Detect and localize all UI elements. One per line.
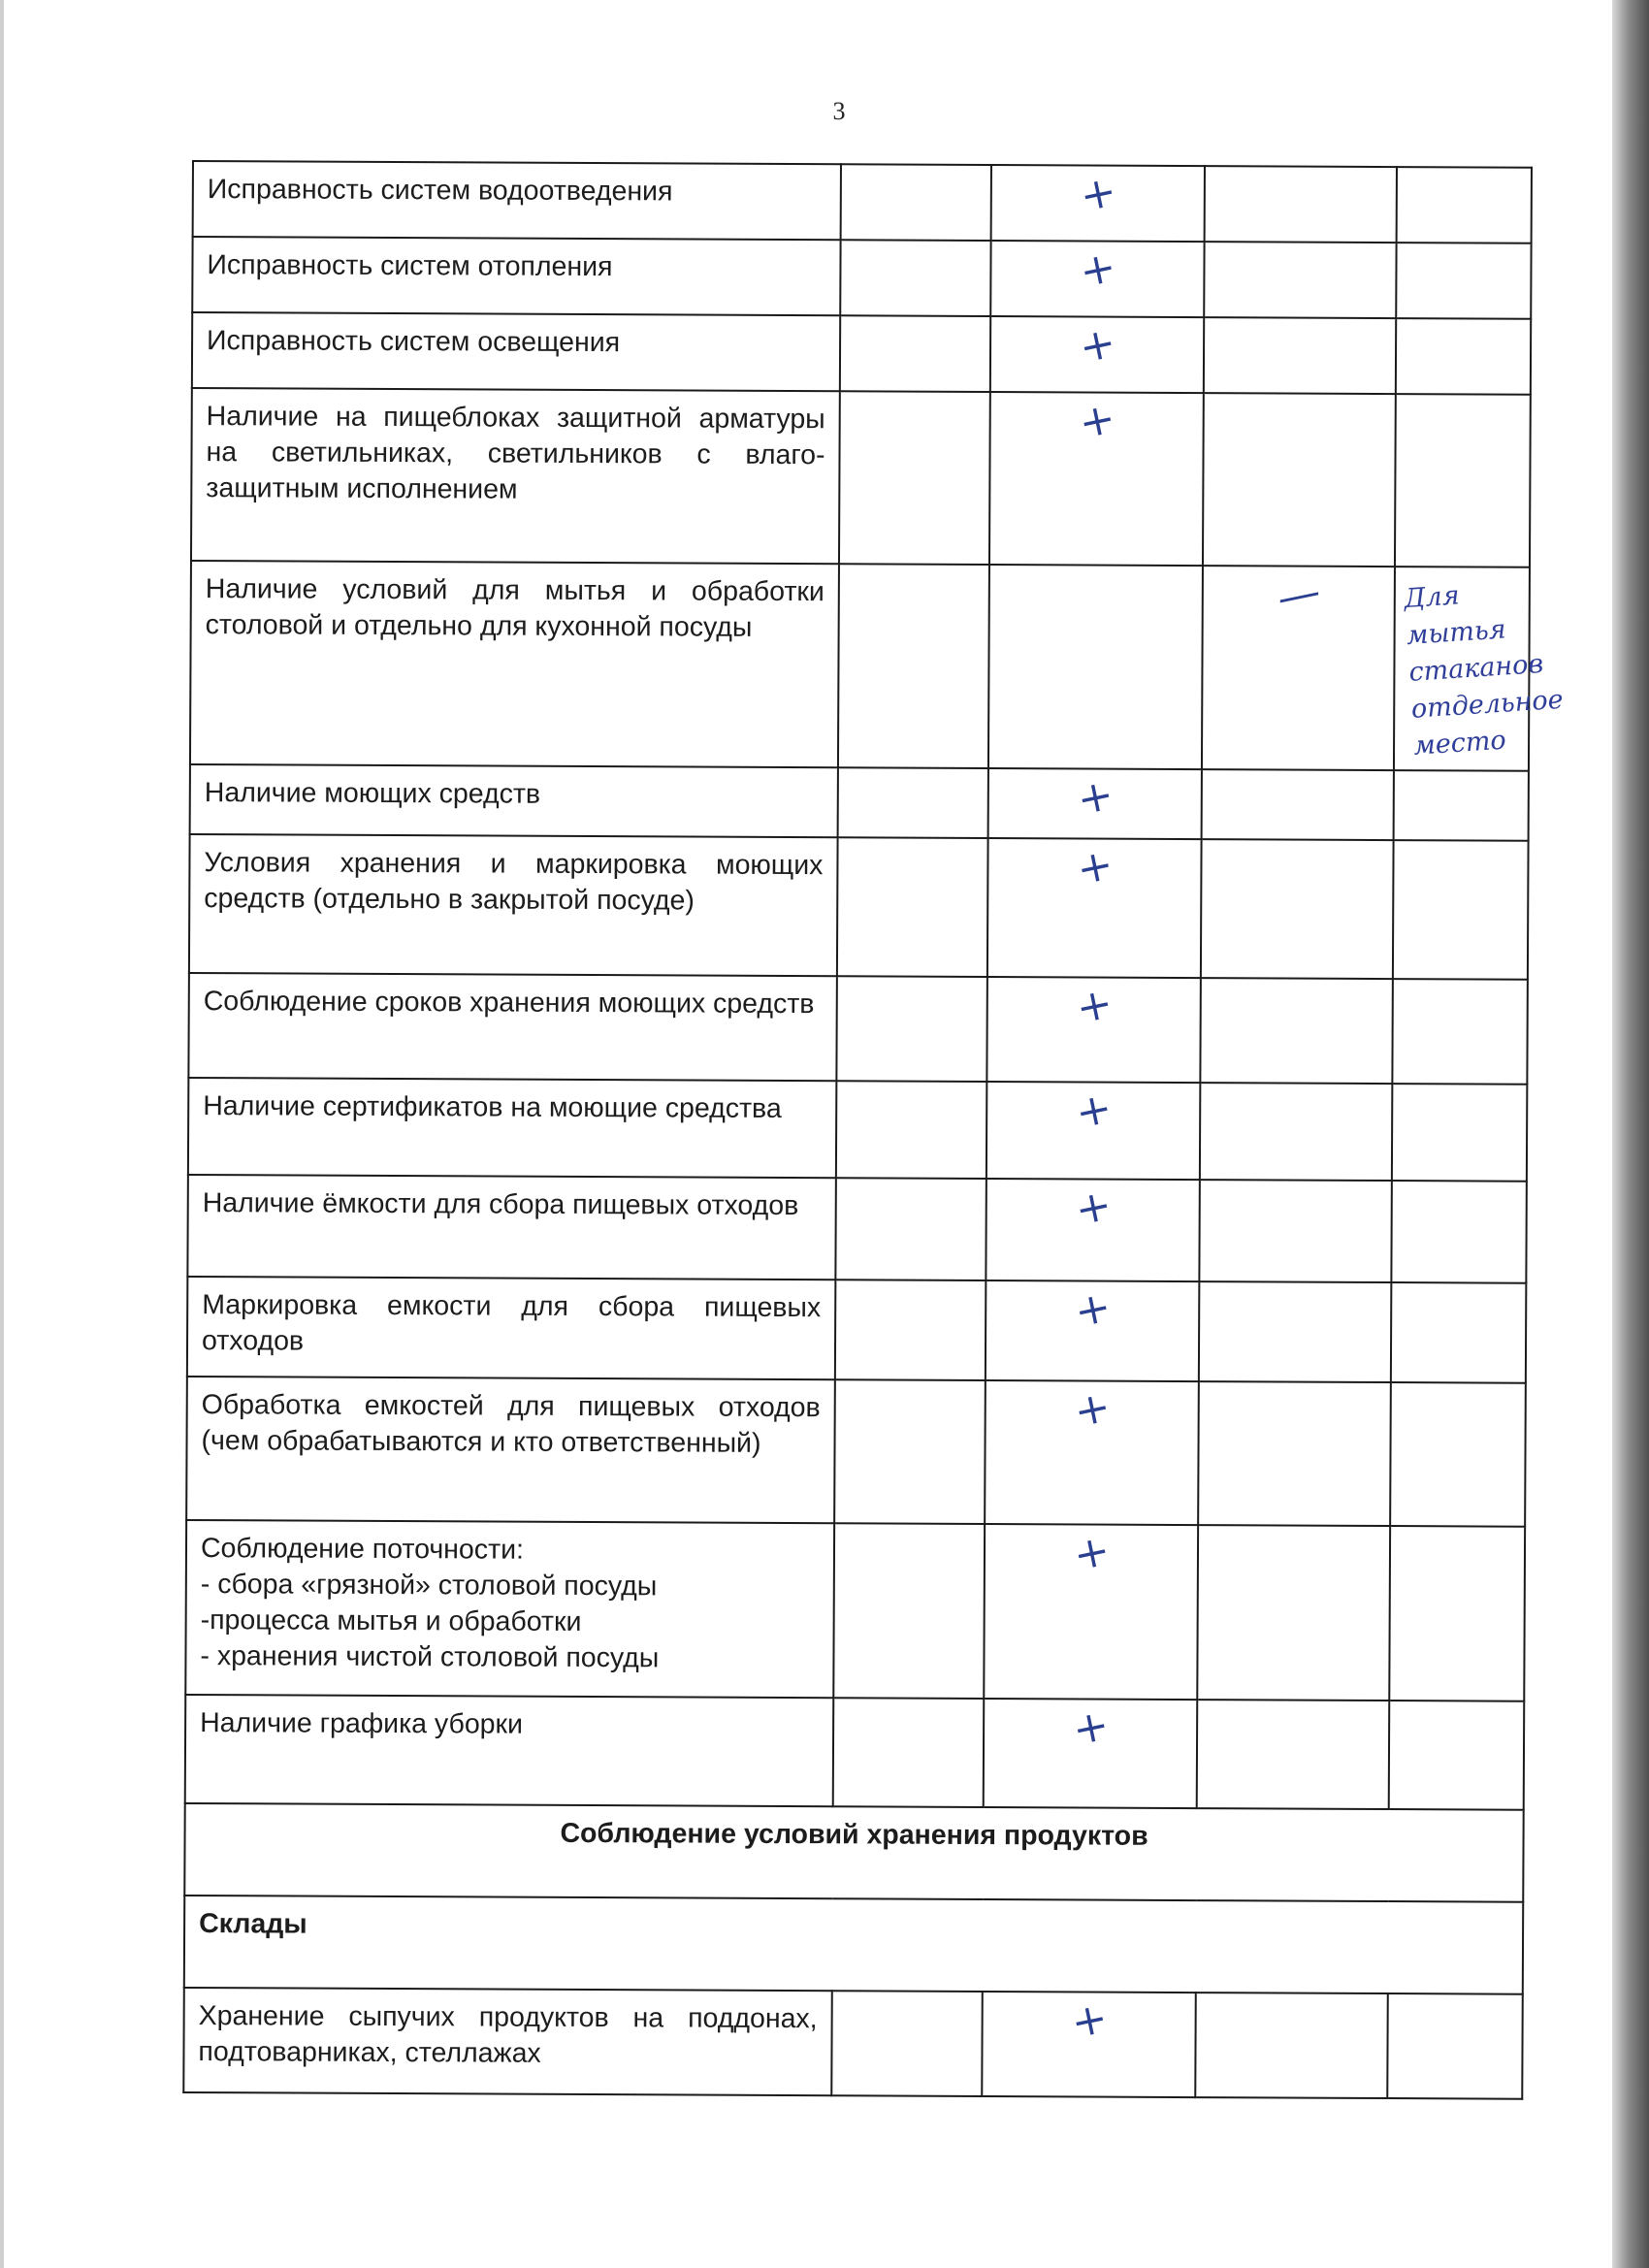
- empty-cell: [833, 1698, 985, 1807]
- criterion-cell: Соблюдение сроков хранения моющих средств: [188, 973, 837, 1081]
- criterion-cell: Наличие на пищеблоках защитной арматуры на светильниках, светильников с влаго-защитным исполнением: [191, 388, 840, 564]
- empty-cell: [831, 1991, 983, 2096]
- empty-cell: [841, 164, 991, 241]
- handwritten-plus-mark: +: [1074, 393, 1119, 449]
- handwritten-note: Для мытья стаканов отдельное место: [1403, 580, 1565, 761]
- criterion-cell: Исправность систем освещения: [192, 312, 840, 391]
- section-heading: Соблюдение условий хранения продуктов: [184, 1803, 1523, 1902]
- table-row: [192, 312, 1531, 395]
- no-mark-cell: [1195, 1993, 1388, 2098]
- yes-mark-cell: [984, 1524, 1198, 1700]
- table-row: [184, 1895, 1523, 1994]
- empty-cell: [839, 391, 990, 565]
- note-cell: [1391, 1181, 1527, 1283]
- yes-mark-cell: [987, 838, 1202, 978]
- criterion-cell: Исправность систем отопления: [192, 237, 840, 315]
- criterion-cell: Наличие моющих средств: [190, 764, 838, 837]
- note-cell: [1389, 1526, 1525, 1701]
- yes-mark-cell: [984, 1699, 1198, 1808]
- yes-mark-cell: [990, 241, 1204, 317]
- yes-mark-cell: [985, 1380, 1199, 1525]
- no-mark-cell: [1202, 566, 1395, 770]
- flow-row-item: - хранения чистой столовой посуды: [200, 1640, 660, 1674]
- criterion-cell: Наличие условий для мытья и обработки столовой и отдельно для кухонной посуды: [190, 561, 839, 767]
- note-cell: [1389, 1701, 1525, 1810]
- empty-cell: [835, 1280, 986, 1380]
- handwritten-plus-mark: +: [1075, 242, 1120, 298]
- note-cell: [1397, 167, 1532, 243]
- no-mark-cell: [1200, 978, 1393, 1084]
- table-row: [183, 1988, 1523, 2099]
- empty-cell: [840, 240, 990, 316]
- table-row: [190, 561, 1530, 771]
- handwritten-plus-mark: +: [1066, 1993, 1112, 2049]
- no-mark-cell: [1197, 1700, 1390, 1809]
- note-cell: [1390, 1382, 1526, 1527]
- yes-mark-cell: [986, 1179, 1200, 1281]
- criterion-cell: Исправность систем водоотведения: [193, 161, 841, 240]
- handwritten-plus-mark: +: [1070, 1180, 1116, 1236]
- table-row: [192, 237, 1531, 319]
- handwritten-plus-mark: +: [1067, 1700, 1114, 1756]
- empty-cell: [833, 1523, 985, 1699]
- yes-mark-cell: [989, 392, 1204, 566]
- yes-mark-cell: [986, 1280, 1200, 1381]
- page-number: 3: [832, 97, 846, 125]
- empty-cell: [836, 1081, 986, 1179]
- no-mark-cell: [1198, 1381, 1391, 1526]
- note-cell: [1391, 1282, 1527, 1383]
- handwritten-plus-mark: +: [1069, 1381, 1115, 1438]
- no-mark-cell: [1203, 393, 1396, 567]
- handwritten-dash-mark: —: [1273, 566, 1325, 624]
- empty-cell: [837, 837, 988, 977]
- handwritten-plus-mark: +: [1072, 839, 1117, 895]
- no-mark-cell: [1197, 1525, 1390, 1701]
- flow-row-title: Соблюдение поточности:: [200, 1533, 525, 1566]
- no-mark-cell: [1199, 1180, 1392, 1282]
- empty-cell: [834, 1379, 986, 1524]
- handwritten-plus-mark: +: [1068, 1525, 1115, 1581]
- yes-mark-cell: [986, 1082, 1200, 1180]
- table-row: [187, 1175, 1526, 1283]
- note-cell: [1392, 1084, 1527, 1182]
- criterion-cell: Наличие сертификатов на моющие средства: [188, 1078, 836, 1178]
- yes-mark-cell: [991, 165, 1205, 242]
- no-mark-cell: [1199, 1281, 1392, 1382]
- table-row: [187, 1277, 1526, 1383]
- empty-cell: [836, 976, 987, 1082]
- handwritten-plus-mark: +: [1072, 769, 1118, 826]
- no-mark-cell: [1200, 1083, 1392, 1181]
- handwritten-plus-mark: +: [1070, 1083, 1116, 1139]
- handwritten-plus-mark: +: [1069, 1281, 1116, 1338]
- criterion-cell: Обработка емкостей для пищевых отходов (чем обрабатываются и кто ответственный): [186, 1377, 835, 1523]
- no-mark-cell: [1204, 242, 1396, 318]
- inspection-checklist-table: [182, 160, 1565, 2100]
- criterion-cell: Наличие ёмкости для сбора пищевых отходов: [187, 1175, 836, 1280]
- empty-cell: [838, 564, 989, 768]
- scan-left-edge: [0, 0, 4, 2268]
- flow-row-item: -процесса мытья и обработки: [200, 1604, 582, 1637]
- empty-cell: [835, 1178, 986, 1280]
- table-row: [193, 161, 1532, 243]
- yes-mark-cell: [990, 316, 1204, 393]
- handwritten-plus-mark: +: [1075, 166, 1121, 222]
- criterion-cell: Условия хранения и маркировка моющих средств (отдельно в закрытой посуде): [189, 834, 838, 976]
- no-mark-cell: [1201, 839, 1394, 979]
- criterion-cell: Маркировка емкости для сбора пищевых отходов: [187, 1277, 835, 1379]
- table-row: [190, 764, 1529, 841]
- yes-mark-cell: [986, 977, 1201, 1083]
- criterion-cell: Наличие графика уборки: [185, 1695, 834, 1806]
- note-cell: [1396, 243, 1531, 319]
- scan-right-edge: [1612, 0, 1649, 2268]
- table-row: [185, 1695, 1525, 1810]
- table-row: [188, 973, 1528, 1085]
- note-cell: [1394, 770, 1529, 841]
- table-row: [188, 1078, 1527, 1182]
- no-mark-cell: [1205, 166, 1397, 243]
- empty-cell: [840, 315, 990, 392]
- yes-mark-cell: [988, 768, 1202, 839]
- empty-cell: [838, 767, 988, 838]
- flow-row-item: - сбора «грязной» столовой посуды: [200, 1569, 658, 1603]
- criterion-cell: Хранение сыпучих продуктов на поддонах, подтоварниках, стеллажах: [183, 1988, 832, 2095]
- note-cell: [1392, 979, 1528, 1085]
- no-mark-cell: [1204, 317, 1396, 394]
- table-row: [191, 388, 1531, 567]
- table-row: [186, 1377, 1526, 1527]
- table-row: [185, 1520, 1525, 1701]
- note-cell: [1394, 567, 1565, 771]
- yes-mark-cell: [982, 1992, 1196, 2097]
- note-cell: [1396, 318, 1531, 395]
- table-row: [184, 1803, 1523, 1902]
- handwritten-plus-mark: +: [1071, 978, 1116, 1034]
- note-cell: [1395, 394, 1531, 567]
- table-row: [189, 834, 1529, 980]
- no-mark-cell: [1202, 769, 1394, 840]
- subsection-heading: Склады: [184, 1895, 1523, 1994]
- note-cell: [1387, 1993, 1523, 2099]
- note-cell: [1393, 840, 1529, 980]
- handwritten-plus-mark: +: [1074, 317, 1120, 373]
- criterion-cell: [185, 1520, 834, 1698]
- yes-mark-cell: [988, 565, 1203, 769]
